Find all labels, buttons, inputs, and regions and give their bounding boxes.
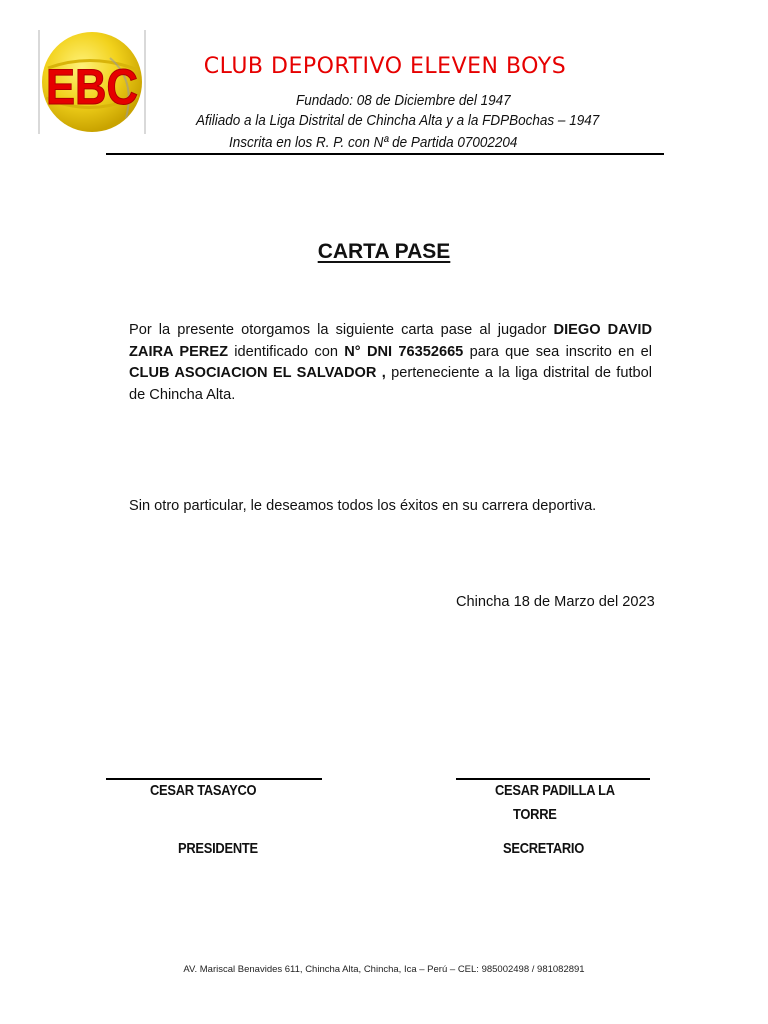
logo-frame-right [144,30,146,134]
president-role: PRESIDENTE [178,840,258,857]
destination-club: CLUB ASOCIACION EL SALVADOR , [129,365,386,381]
player-dni: N° DNI 76352665 [344,343,464,360]
paragraph-text: para que sea inscrito en el [463,343,652,360]
header-divider [106,153,664,155]
registry-line: Inscrita en los R. P. con Nª de Partida 07002204 [229,134,518,151]
club-name: CLUB DEPORTIVO ELEVEN BOYS [203,54,567,79]
paragraph-text: Por la presente otorgamos la siguiente carta pase al jugador [129,322,554,338]
founded-line: Fundado: 08 de Diciembre del 1947 [296,92,511,109]
paragraph-text: identificado con [228,343,345,360]
player-name: DIEGO DAVID ZAIRA PEREZ [129,322,652,360]
closing-sentence: Sin otro particular, le deseamos todos los éxitos en su carrera deportiva. [129,498,597,514]
ball-icon [40,30,144,134]
secretary-name-line2: TORRE [513,806,557,823]
document-title: CARTA PASE [317,240,451,263]
secretary-name-line1: CESAR PADILLA LA [495,782,615,799]
paragraph-text: perteneciente a la liga distrital de futbol de Chincha Alta. [129,365,652,403]
affiliation-line: Afiliado a la Liga Distrital de Chincha Alta y a la FDPBochas – 1947 [196,112,600,129]
footer-address: AV. Mariscal Benavides 611, Chincha Alta, Chincha, Ica – Perú – CEL: 985002498 / 981082891 [183,964,585,975]
signature-line-secretary [456,778,650,780]
logo-text: EBC [46,59,138,115]
body-paragraph [129,320,652,406]
signature-line-president [106,778,322,780]
club-logo [38,30,148,134]
president-name: CESAR TASAYCO [150,782,257,799]
secretary-role: SECRETARIO [503,840,585,857]
place-date: Chincha 18 de Marzo del 2023 [456,594,655,610]
